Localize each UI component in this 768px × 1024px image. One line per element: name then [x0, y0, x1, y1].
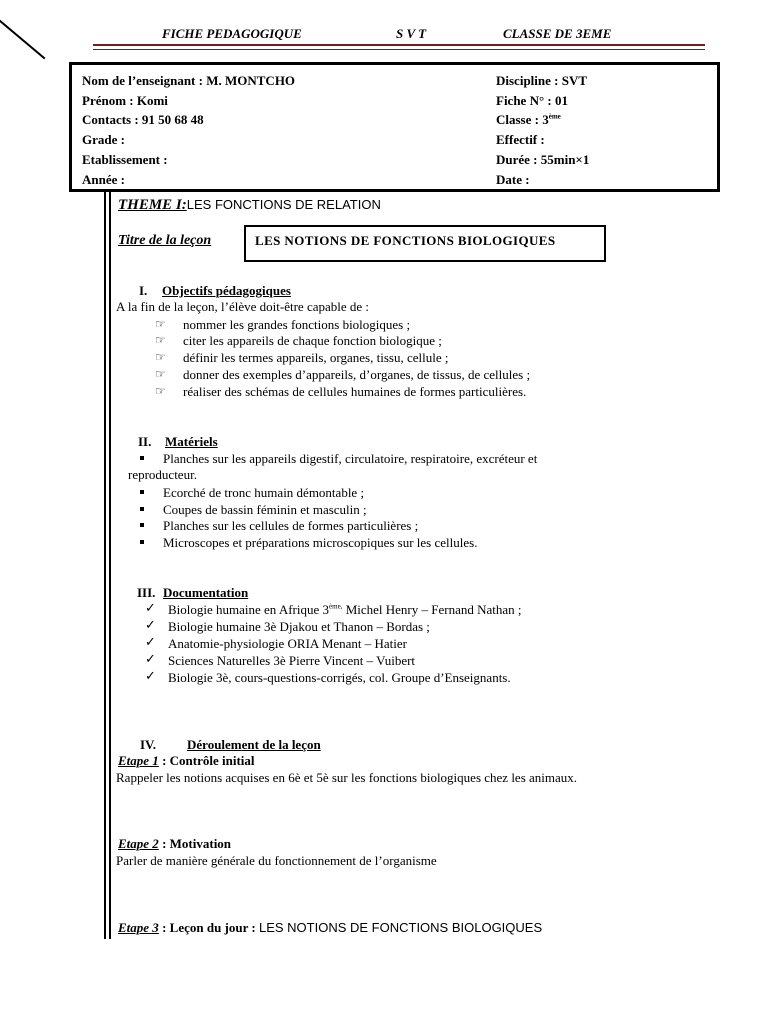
header-class: CLASSE DE 3EME	[503, 26, 612, 41]
header-rule	[93, 44, 705, 50]
step1-label: Etape 1	[118, 753, 159, 768]
doc-item: Biologie humaine en Afrique $3^{ème,}$ Michel Henry – Fernand Nathan ;	[168, 602, 522, 617]
objective-item: nommer les grandes fonctions biologiques ;	[183, 317, 411, 332]
documentation-number: III.	[137, 585, 156, 600]
material-item: Coupes de bassin féminin et masculin ;	[163, 502, 367, 517]
material-item-continued: reproducteur.	[128, 467, 197, 482]
school-year: Année :	[82, 172, 125, 187]
pointing-hand-icon: ☞	[155, 384, 166, 398]
lesson-number: IV.	[140, 737, 157, 752]
duration: Durée : 55min×1	[496, 152, 590, 167]
objective-item: réaliser des schémas de cellules humaines de formes particulières.	[183, 384, 527, 399]
square-bullet-icon	[140, 523, 144, 527]
material-item: Planches sur les appareils digestif, circulatoire, respiratoire, excréteur et	[163, 451, 538, 466]
pointing-hand-icon: ☞	[155, 350, 166, 364]
teacher-grade: Grade :	[82, 132, 125, 147]
margin-line-outer	[104, 189, 106, 939]
square-bullet-icon	[140, 456, 144, 460]
lesson-heading: Déroulement de la leçon	[187, 737, 321, 752]
checkmark-icon: ✓	[145, 669, 156, 684]
objective-item: définir les termes appareils, organes, tissu, cellule ;	[183, 350, 449, 365]
step3-value: LES NOTIONS DE FONCTIONS BIOLOGIQUES	[258, 920, 543, 935]
date: Date :	[496, 172, 530, 187]
headcount: Effectif :	[496, 132, 545, 147]
theme-value: LES FONCTIONS DE RELATION	[186, 197, 381, 212]
step2-label: Etape 2	[118, 836, 159, 851]
objectives-heading: Objectifs pédagogiques	[162, 283, 291, 298]
step1-text: Rappeler les notions acquises en 6è et 5è sur les fonctions biologiques chez les animaux.	[116, 770, 578, 785]
teacher-firstname: Prénom : Komi	[82, 93, 168, 108]
square-bullet-icon	[140, 490, 144, 494]
objective-item: donner des exemples d’appareils, d’organes, de tissus, de cellules ;	[183, 367, 531, 382]
checkmark-icon: ✓	[145, 652, 156, 667]
class-level: Classe : 3ème	[496, 112, 561, 127]
theme-row	[118, 197, 381, 214]
step2-text: Parler de manière générale du fonctionnement de l’organisme	[116, 853, 437, 868]
teacher-info-box	[69, 62, 720, 192]
discipline: Discipline : SVT	[496, 73, 588, 88]
pointing-hand-icon: ☞	[155, 333, 166, 347]
teacher-name: Nom de l’enseignant : M. MONTCHO	[82, 73, 296, 88]
square-bullet-icon	[140, 507, 144, 511]
theme-label: THEME I:	[118, 197, 187, 213]
material-item: Planches sur les cellules de formes particulières ;	[163, 518, 419, 533]
step1-row: Etape 1 : Contrôle initial	[118, 753, 255, 768]
step3-title: Leçon du jour :	[169, 920, 256, 935]
step3-label: Etape 3	[118, 920, 159, 935]
material-item: Microscopes et préparations microscopiques sur les cellules.	[163, 535, 478, 550]
teacher-contacts: Contacts : 91 50 68 48	[82, 112, 204, 127]
lesson-title-value: LES NOTIONS DE FONCTIONS BIOLOGIQUES	[255, 233, 556, 248]
school: Etablissement :	[82, 152, 168, 167]
doc-item: Biologie humaine 3è Djakou et Thanon – Bordas ;	[168, 619, 430, 634]
doc-item: Sciences Naturelles 3è Pierre Vincent – Vuibert	[168, 653, 416, 668]
material-item: Ecorché de tronc humain démontable ;	[163, 485, 365, 500]
lesson-title-label: Titre de la leçon	[118, 233, 212, 248]
doc-item: Biologie 3è, cours-questions-corrigés, col. Groupe d’Enseignants.	[168, 670, 511, 685]
header-title: FICHE PEDAGOGIQUE	[162, 26, 302, 41]
checkmark-icon: ✓	[145, 635, 156, 650]
step1-title: Contrôle initial	[169, 753, 255, 768]
header-subject: S V T	[396, 26, 427, 41]
documentation-heading: Documentation	[163, 585, 249, 600]
checkmark-icon: ✓	[145, 618, 156, 633]
step2-title: Motivation	[169, 836, 232, 851]
margin-line-inner	[109, 189, 111, 939]
pointing-hand-icon: ☞	[155, 367, 166, 381]
lesson-title-box	[244, 225, 606, 262]
materials-heading: Matériels	[165, 434, 218, 449]
doc-item: Anatomie-physiologie ORIA Menant – Hatier	[168, 636, 408, 651]
objectives-intro: A la fin de la leçon, l’élève doit-être capable de :	[116, 299, 370, 314]
corner-stroke	[0, 18, 45, 59]
square-bullet-icon	[140, 540, 144, 544]
sheet-number: Fiche N° : 01	[496, 93, 568, 108]
objectives-number: I.	[139, 283, 148, 298]
step2-row: Etape 2 : Motivation	[118, 836, 232, 851]
step3-row: Etape 3 : Leçon du jour : LES NOTIONS DE FONCTIONS BIOLOGIQUES	[118, 920, 543, 935]
pointing-hand-icon: ☞	[155, 317, 166, 331]
checkmark-icon: ✓	[145, 601, 156, 616]
objective-item: citer les appareils de chaque fonction biologique ;	[183, 333, 442, 348]
materials-number: II.	[138, 434, 152, 449]
